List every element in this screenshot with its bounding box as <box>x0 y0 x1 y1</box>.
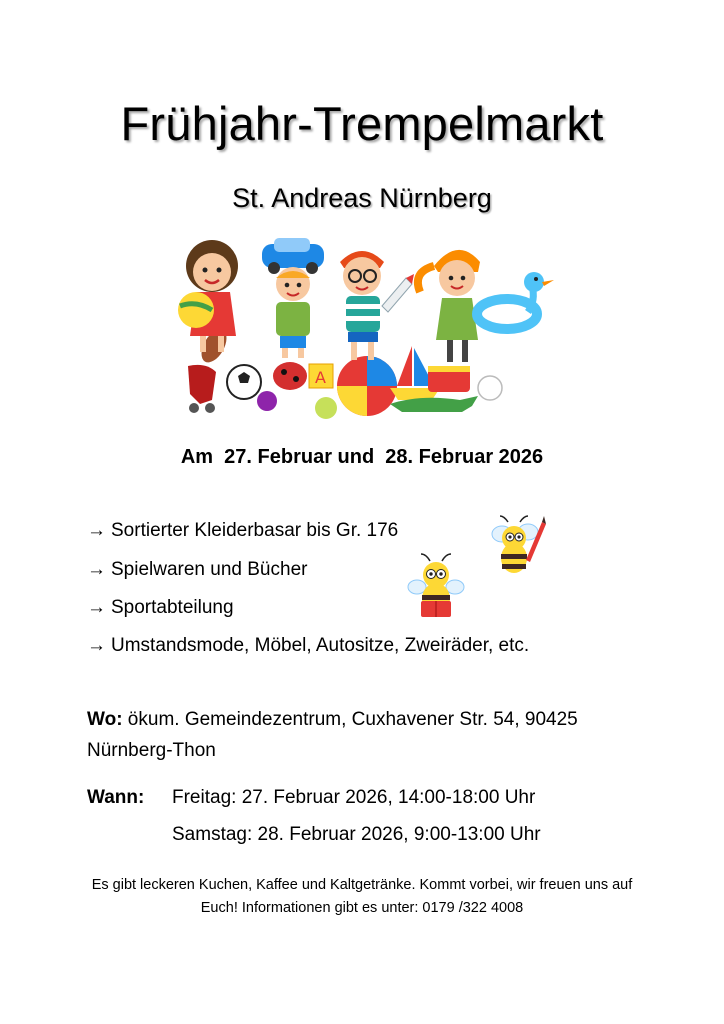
baseball-icon <box>478 376 502 400</box>
feature-item <box>87 519 398 543</box>
footer-note: Es gibt leckeren Kuchen, Kaffee und Kaltgetränke. Kommt vorbei, wir freuen uns auf Euch! Informationen gibt es unter: 0179 /322 4008 <box>91 877 633 916</box>
roller-skate-icon <box>188 365 216 404</box>
children-with-toys-illustration <box>172 236 562 426</box>
time-saturday: Samstag: 28. Februar 2026, 9:00-13:00 Uhr <box>172 824 541 845</box>
location-info <box>87 704 647 766</box>
rocket-icon <box>382 278 412 312</box>
ladybug-icon <box>273 362 307 390</box>
arrow-icon: → <box>87 597 106 618</box>
location-text: ökum. Gemeindezentrum, Cuxhavener Str. 54, 90425 Nürnberg-Thon <box>87 709 578 761</box>
event-dates: Am 27. Februar und 28. Februar 2026 <box>180 446 544 468</box>
svg-text:A: A <box>315 368 326 387</box>
feature-item <box>87 634 529 658</box>
arrow-icon: → <box>87 520 106 541</box>
feature-item <box>87 558 307 582</box>
bee-reading-icon <box>405 551 467 619</box>
location-label: Wo: <box>87 709 123 730</box>
page-title: Frühjahr-Trempelmarkt <box>120 97 604 150</box>
sailboat-icon <box>397 346 412 386</box>
swim-ring-icon <box>477 299 537 329</box>
feature-text: Umstandsmode, Möbel, Autositze, Zweiräder, etc. <box>111 635 530 656</box>
feature-text: Sportabteilung <box>111 597 234 618</box>
arrow-icon: → <box>87 559 106 580</box>
arrow-icon: → <box>87 635 106 656</box>
feature-item <box>87 596 234 620</box>
time-label: Wann: <box>87 787 145 808</box>
page-subtitle: St. Andreas Nürnberg <box>232 183 492 213</box>
time-friday: Freitag: 27. Februar 2026, 14:00-18:00 Uhr <box>172 787 536 808</box>
feature-text: Spielwaren und Bücher <box>111 559 308 580</box>
feature-text: Sortierter Kleiderbasar bis Gr. 176 <box>111 520 399 541</box>
tennis-ball-icon <box>315 397 337 419</box>
bee-with-pencil-icon <box>488 512 548 578</box>
